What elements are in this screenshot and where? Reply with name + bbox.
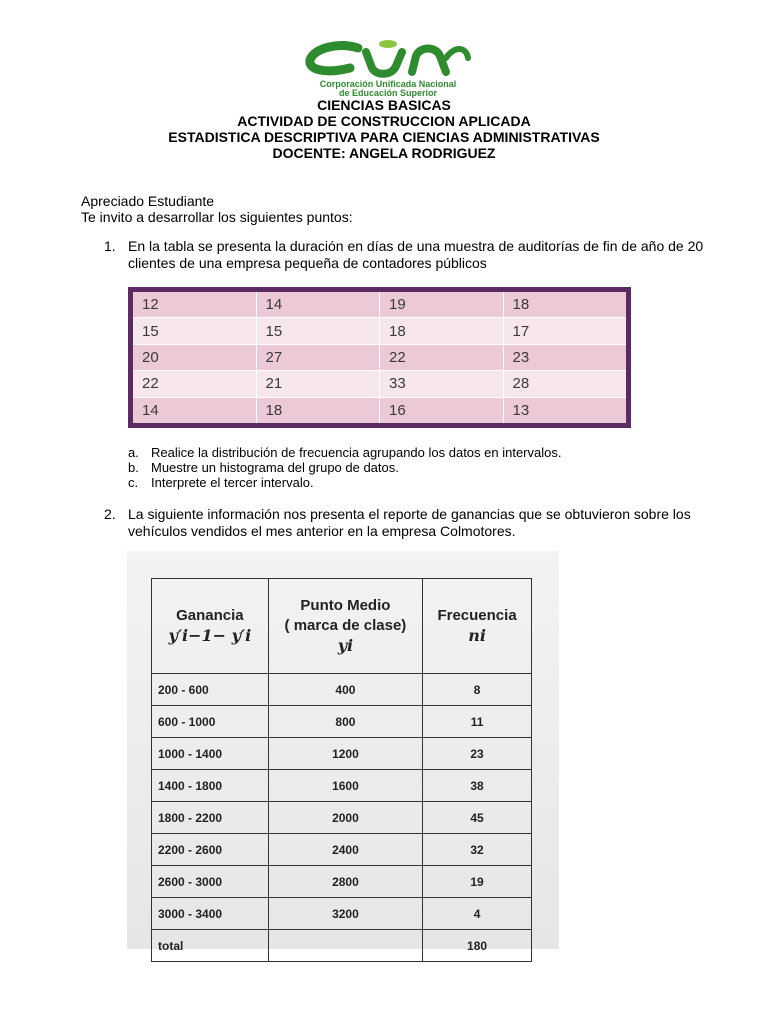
cun-logo-mark — [300, 38, 476, 80]
durations-table — [128, 287, 631, 428]
q2-text: La siguiente información nos presenta el reporte de ganancias que se obtuvieron sobre los vehículos vendidos el mes anterior en la empresa Colmotores. — [128, 506, 691, 539]
greeting: Apreciado Estudiante — [81, 193, 215, 209]
total-label: total — [152, 930, 269, 962]
col-punto-medio — [268, 579, 422, 674]
frequency-cell: 32 — [423, 834, 532, 866]
range-cell: 1000 - 1400 — [152, 738, 269, 770]
duration-cell: 13 — [504, 398, 627, 423]
duration-cell: 27 — [257, 345, 380, 370]
col-ganancia-label: Ganancia — [176, 607, 244, 624]
range-cell: 600 - 1000 — [152, 706, 269, 738]
q1-item-letter: c. — [128, 475, 139, 490]
header-line3: ESTADISTICA DESCRIPTIVA PARA CIENCIAS ADMINISTRATIVAS — [168, 129, 600, 145]
frequency-cell: 45 — [423, 802, 532, 834]
profits-table-body — [152, 674, 532, 930]
profits-total-row — [152, 930, 532, 962]
intro — [81, 193, 353, 225]
duration-cell: 15 — [133, 318, 256, 343]
duration-cell: 23 — [504, 345, 627, 370]
frequency-cell: 4 — [423, 898, 532, 930]
midpoint-cell: 800 — [268, 706, 422, 738]
total-empty — [268, 930, 422, 962]
duration-cell: 19 — [380, 292, 503, 317]
duration-cell: 28 — [504, 371, 627, 396]
cun-logo — [300, 38, 476, 102]
duration-cell: 21 — [257, 371, 380, 396]
col-punto-medio-formula: yi — [337, 636, 354, 655]
document-header — [0, 97, 768, 161]
table-row — [152, 866, 532, 898]
col-frecuencia — [423, 579, 532, 674]
midpoint-cell: 2000 — [268, 802, 422, 834]
col-ganancia-formula: y′i−1− y′i — [168, 626, 252, 645]
range-cell: 1800 - 2200 — [152, 802, 269, 834]
q1-item-text: Muestre un histograma del grupo de datos. — [151, 460, 399, 475]
header-line2: ACTIVIDAD DE CONSTRUCCION APLICADA — [237, 113, 531, 129]
duration-cell: 14 — [133, 398, 256, 423]
duration-cell: 16 — [380, 398, 503, 423]
midpoint-cell: 2400 — [268, 834, 422, 866]
header-line1: CIENCIAS BASICAS — [317, 97, 451, 113]
duration-cell: 12 — [133, 292, 256, 317]
profits-table — [151, 578, 532, 962]
table-row — [152, 802, 532, 834]
durations-grid — [133, 292, 626, 423]
logo-org-line1: Corporación Unificada Nacional — [319, 79, 457, 89]
logo-org-line2: de Educación Superior — [338, 88, 438, 98]
frequency-cell: 19 — [423, 866, 532, 898]
q1-item-text: Interprete el tercer intervalo. — [151, 475, 314, 490]
duration-cell: 18 — [504, 292, 627, 317]
midpoint-cell: 1600 — [268, 770, 422, 802]
table-row — [152, 706, 532, 738]
total-value: 180 — [423, 930, 532, 962]
duration-cell: 33 — [380, 371, 503, 396]
midpoint-cell: 3200 — [268, 898, 422, 930]
table-row — [152, 770, 532, 802]
q1-number: 1. — [104, 238, 116, 254]
q1-item-letter: b. — [128, 460, 139, 475]
range-cell: 2200 - 2600 — [152, 834, 269, 866]
q1-item-letter: a. — [128, 445, 139, 460]
table-row — [152, 674, 532, 706]
range-cell: 2600 - 3000 — [152, 866, 269, 898]
duration-cell: 17 — [504, 318, 627, 343]
range-cell: 3000 - 3400 — [152, 898, 269, 930]
col-frecuencia-label: Frecuencia — [437, 607, 517, 624]
duration-cell: 18 — [380, 318, 503, 343]
duration-cell: 14 — [257, 292, 380, 317]
frequency-cell: 38 — [423, 770, 532, 802]
table-row — [152, 834, 532, 866]
duration-cell: 22 — [133, 371, 256, 396]
frequency-cell: 23 — [423, 738, 532, 770]
duration-cell: 18 — [257, 398, 380, 423]
q2-number: 2. — [104, 506, 116, 522]
duration-cell: 20 — [133, 345, 256, 370]
range-cell: 1400 - 1800 — [152, 770, 269, 802]
duration-cell: 22 — [380, 345, 503, 370]
midpoint-cell: 400 — [268, 674, 422, 706]
frequency-cell: 11 — [423, 706, 532, 738]
midpoint-cell: 1200 — [268, 738, 422, 770]
col-punto-medio-line2: ( marca de clase) — [284, 617, 407, 634]
col-frecuencia-formula: ni — [468, 626, 486, 645]
frequency-cell: 8 — [423, 674, 532, 706]
table-row — [152, 738, 532, 770]
midpoint-cell: 2800 — [268, 866, 422, 898]
table-row — [152, 898, 532, 930]
invite: Te invito a desarrollar los siguientes puntos: — [81, 209, 353, 225]
col-ganancia — [152, 579, 269, 674]
range-cell: 200 - 600 — [152, 674, 269, 706]
header-line4: DOCENTE: ANGELA RODRIGUEZ — [272, 145, 496, 161]
profits-header-row — [152, 579, 532, 674]
q1-item-text: Realice la distribución de frecuencia agrupando los datos en intervalos. — [151, 445, 562, 460]
duration-cell: 15 — [257, 318, 380, 343]
q1-text: En la tabla se presenta la duración en días de una muestra de auditorías de fin de año de 20 clientes de una empresa pequeña de contadores públicos — [128, 238, 704, 271]
col-punto-medio-line1: Punto Medio — [300, 597, 391, 614]
